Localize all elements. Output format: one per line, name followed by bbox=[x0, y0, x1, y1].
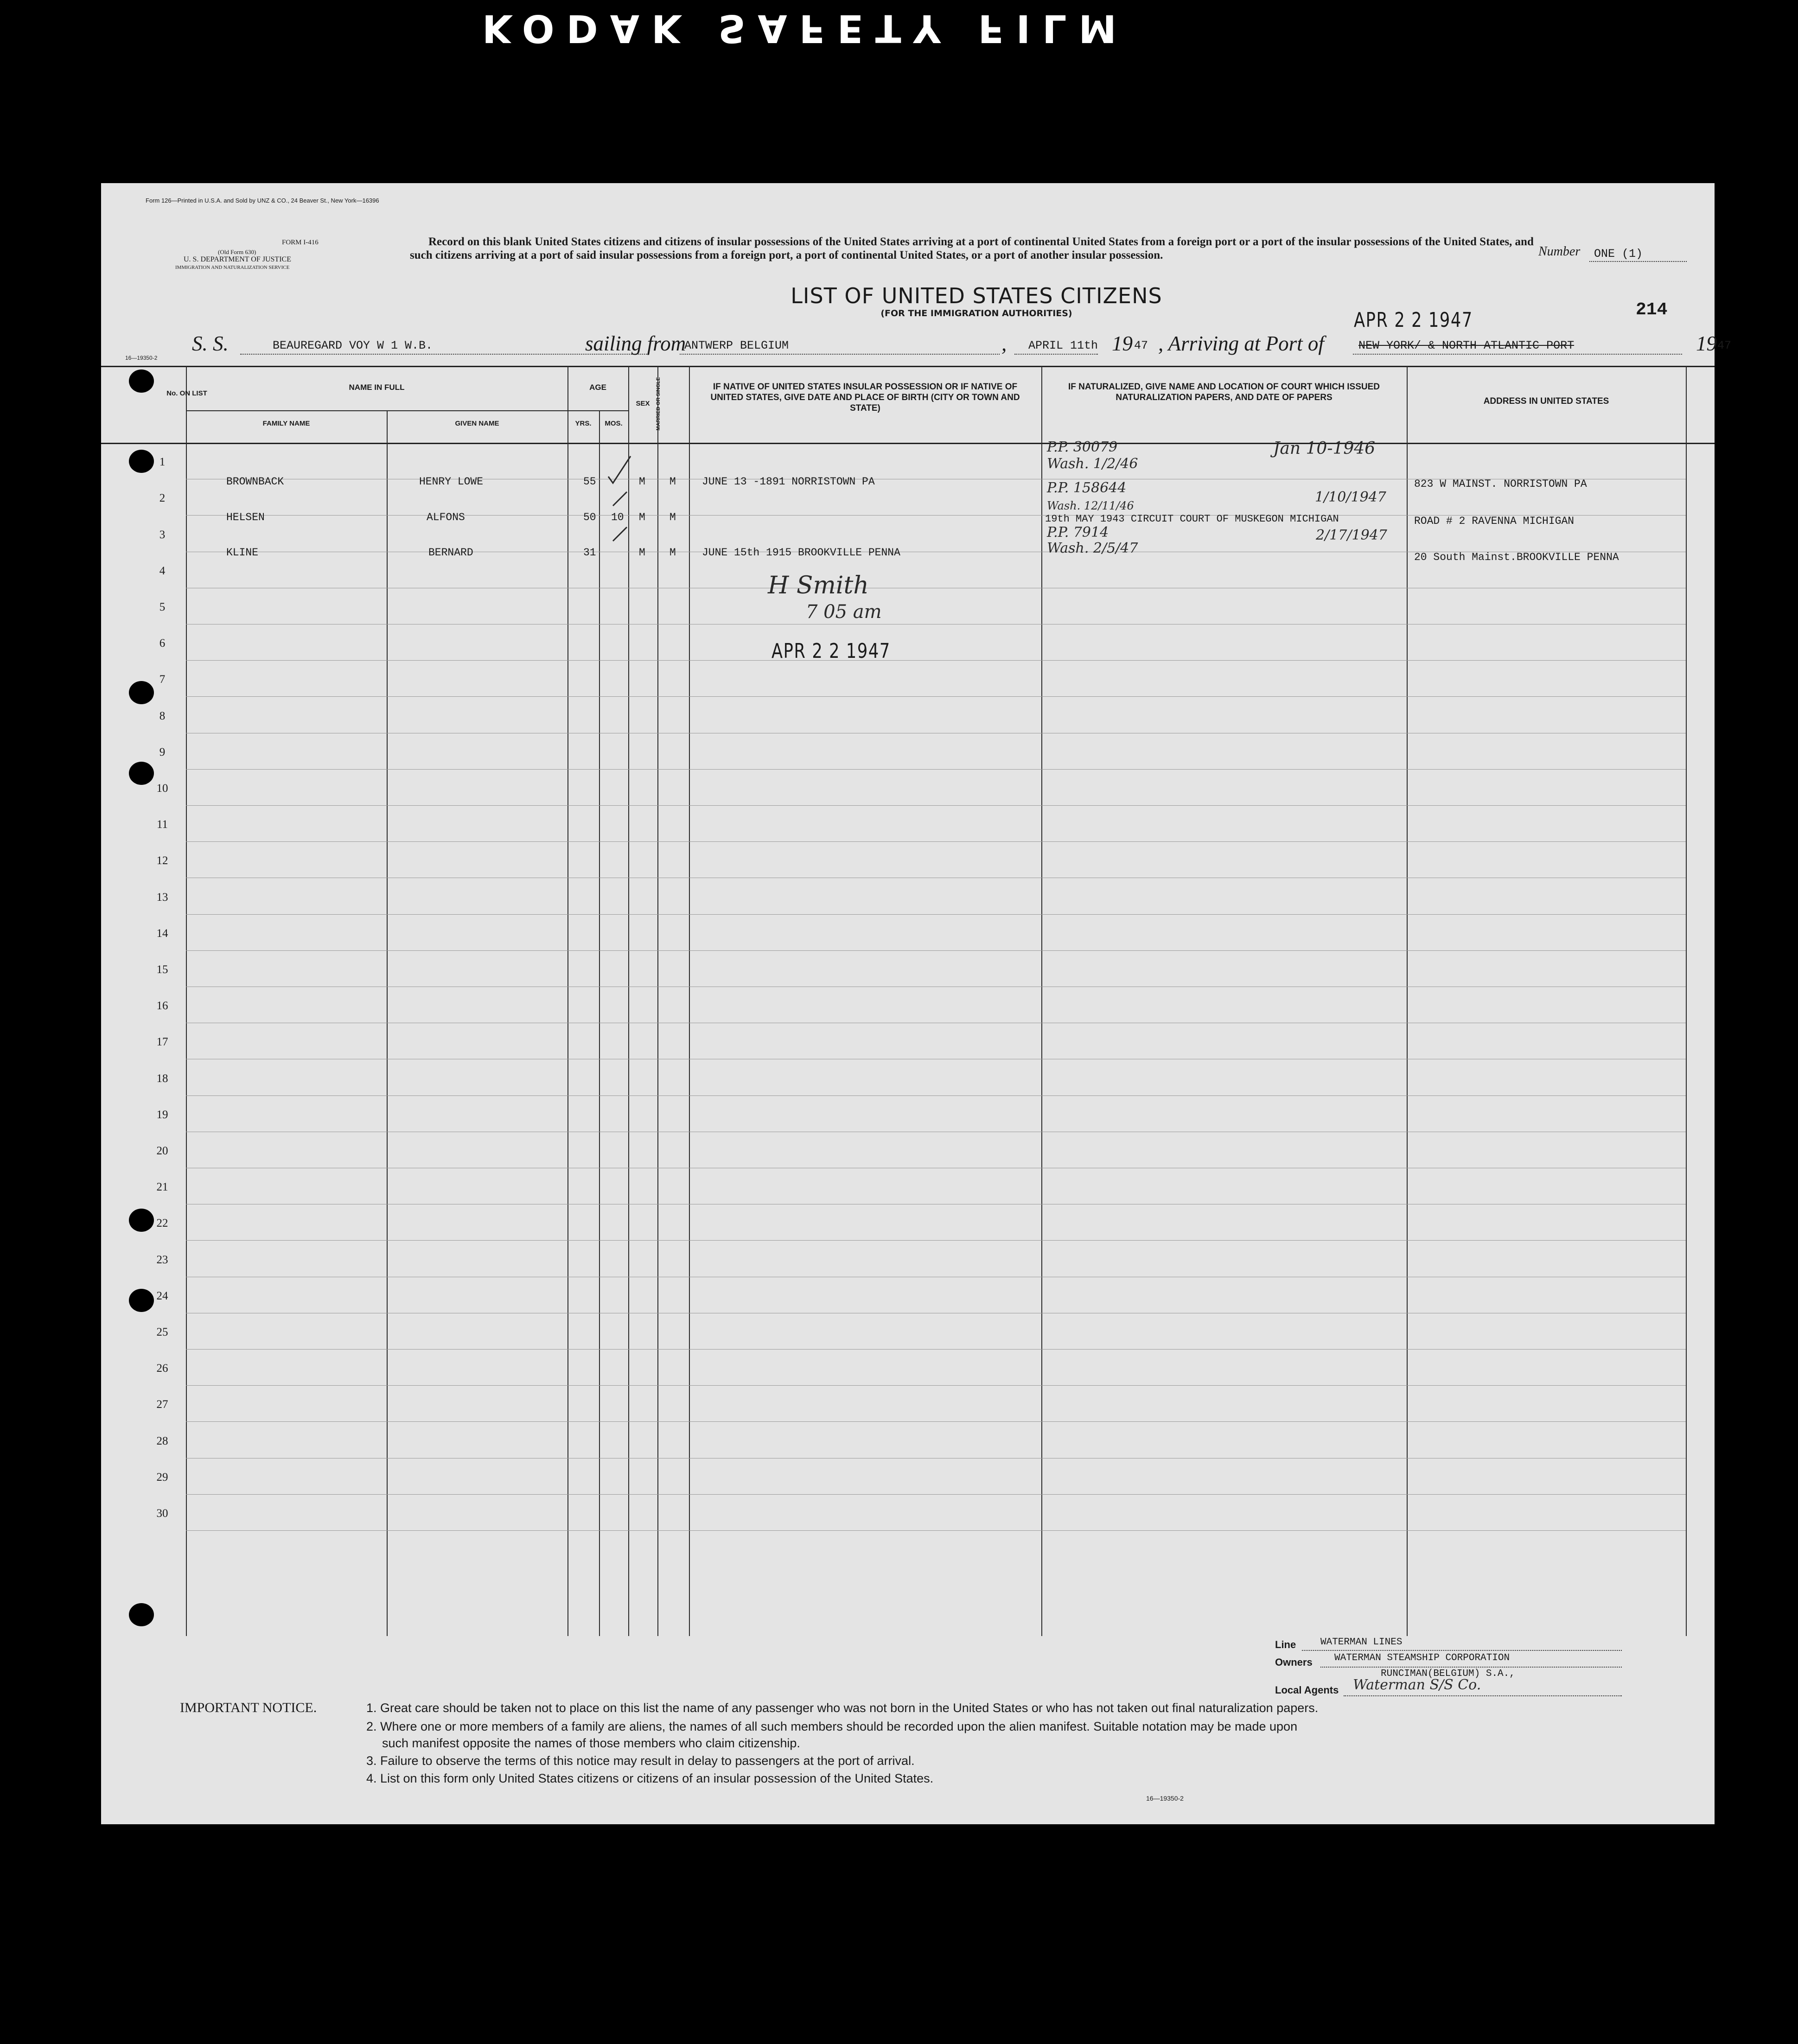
row-rule bbox=[186, 950, 1686, 951]
row-number: 1 bbox=[159, 456, 166, 469]
inspection-time: 7 05 am bbox=[806, 601, 882, 623]
year2-prefix: 19 bbox=[1696, 332, 1717, 355]
col-line bbox=[657, 366, 658, 1636]
row-number: 29 bbox=[156, 1471, 168, 1484]
handwritten-pp2: P.P. 158644 bbox=[1047, 480, 1127, 496]
page-number: 214 bbox=[1636, 300, 1668, 320]
passenger-3-yrs: 31 bbox=[583, 547, 596, 559]
owners-underline bbox=[1320, 1667, 1622, 1668]
form-code-bottom: 16—19350-2 bbox=[1146, 1795, 1184, 1802]
col-line bbox=[1686, 366, 1687, 1636]
row-number: 24 bbox=[156, 1289, 168, 1302]
row-number: 28 bbox=[156, 1434, 168, 1447]
row-number: 11 bbox=[156, 818, 168, 831]
year2-suffix: 47 bbox=[1717, 339, 1732, 352]
handwritten-date3: 2/17/1947 bbox=[1316, 527, 1387, 543]
row-number: 17 bbox=[156, 1036, 168, 1049]
number-underline bbox=[1589, 261, 1687, 262]
page-title: LIST OF UNITED STATES CITIZENS bbox=[791, 283, 1162, 308]
local-agents-label: Local Agents bbox=[1275, 1684, 1339, 1696]
year-suffix: 47 bbox=[1134, 339, 1148, 352]
notice-item: such manifest opposite the names of those members who claim citizenship. bbox=[382, 1736, 800, 1750]
passenger-3-family: KLINE bbox=[226, 547, 259, 559]
number-value: ONE (1) bbox=[1594, 247, 1643, 261]
instructions: Record on this blank United States citizens and citizens of insular possessions of the United States arriving at a port of continental United States from a foreign port or a port of the insular possessions of the United States, and such citizens arriving at a port of said insular possessions from a foreign port, a port of continental United States, or a port of another insular possession. bbox=[410, 236, 1534, 261]
form-code-left: 16—19350-2 bbox=[125, 355, 158, 361]
row-number: 5 bbox=[159, 601, 166, 613]
row-number: 30 bbox=[156, 1507, 168, 1520]
manifest-page bbox=[101, 183, 1732, 1824]
handwritten-wash2: Wash. 12/11/46 bbox=[1047, 499, 1134, 512]
notice-title: IMPORTANT NOTICE. bbox=[180, 1700, 317, 1715]
row-number: 9 bbox=[159, 745, 166, 758]
passenger-1-given: HENRY LOWE bbox=[419, 476, 484, 488]
departure-underline bbox=[680, 354, 1000, 355]
arrival-port: NEW YORK/ & NORTH ATLANTIC PORT bbox=[1358, 339, 1575, 352]
sailing-date: APRIL 11th bbox=[1028, 339, 1098, 352]
row-rule bbox=[186, 914, 1686, 915]
row-rule bbox=[186, 1095, 1686, 1096]
line-label: Line bbox=[1275, 1639, 1296, 1650]
year-prefix: 19 bbox=[1112, 332, 1133, 355]
passenger-1-married: M bbox=[669, 476, 676, 488]
line-underline bbox=[1302, 1650, 1622, 1651]
row-number: 22 bbox=[156, 1217, 168, 1230]
row-number: 16 bbox=[156, 1000, 168, 1012]
passenger-2-address: ROAD # 2 RAVENNA MICHIGAN bbox=[1414, 515, 1575, 527]
row-number: 23 bbox=[156, 1253, 168, 1266]
check-mark-icon bbox=[611, 490, 630, 509]
local-agents-value: Waterman S/S Co. bbox=[1353, 1677, 1481, 1693]
owners-value: WATERMAN STEAMSHIP CORPORATION bbox=[1334, 1653, 1510, 1663]
passenger-2-given: ALFONS bbox=[427, 511, 465, 523]
table-top-rule bbox=[101, 366, 1715, 367]
passenger-3-address: 20 South Mainst.BROOKVILLE PENNA bbox=[1414, 551, 1619, 563]
col-header-address: ADDRESS IN UNITED STATES bbox=[1483, 396, 1609, 406]
notice-item: 3. Failure to observe the terms of this notice may result in delay to passengers at the port of arrival. bbox=[366, 1754, 915, 1768]
row-number: 2 bbox=[159, 492, 166, 505]
line-value: WATERMAN LINES bbox=[1320, 1637, 1403, 1648]
punch-hole bbox=[129, 1603, 154, 1626]
passenger-2-sex: M bbox=[639, 511, 645, 523]
inspector-signature: H Smith bbox=[768, 572, 869, 599]
form-number: FORM I-416 bbox=[282, 239, 319, 246]
row-rule bbox=[186, 841, 1686, 842]
local-agents-underline bbox=[1344, 1695, 1622, 1696]
col-header-sex: SEX bbox=[636, 400, 650, 408]
col-header-age: AGE bbox=[589, 383, 606, 392]
check-mark-icon bbox=[611, 525, 630, 544]
owners-label: Owners bbox=[1275, 1656, 1313, 1668]
col-header-naturalized: IF NATURALIZED, GIVE NAME AND LOCATION OF COURT WHICH ISSUED NATURALIZATION PAPERS, AND DATE OF PAPERS bbox=[1068, 382, 1380, 402]
col-line bbox=[1407, 366, 1408, 1636]
col-line bbox=[1041, 366, 1042, 1636]
row-number: 10 bbox=[156, 782, 168, 795]
row-number: 19 bbox=[156, 1108, 168, 1121]
row-number: 27 bbox=[156, 1398, 168, 1411]
check-mark-icon bbox=[606, 454, 634, 487]
col-line bbox=[689, 366, 690, 1636]
row-number: 4 bbox=[159, 564, 166, 577]
row-rule bbox=[186, 1349, 1686, 1350]
col-line bbox=[567, 366, 568, 1636]
row-number: 7 bbox=[159, 673, 166, 686]
col-header-married: MARRIED OR SINGLE bbox=[656, 377, 661, 431]
departure-port: ANTWERP BELGIUM bbox=[684, 339, 789, 352]
passenger-1-family: BROWNBACK bbox=[226, 476, 284, 488]
passenger-2-mos: 10 bbox=[611, 511, 624, 523]
col-line bbox=[186, 366, 187, 1636]
col-line bbox=[628, 366, 629, 1636]
passenger-3-married: M bbox=[669, 547, 676, 559]
comma: , bbox=[1001, 332, 1007, 355]
punch-hole bbox=[129, 762, 154, 785]
col-header-no: No. ON LIST bbox=[166, 389, 207, 397]
row-number: 14 bbox=[156, 927, 168, 940]
service: IMMIGRATION AND NATURALIZATION SERVICE bbox=[175, 265, 290, 270]
passenger-3-given: BERNARD bbox=[428, 547, 473, 559]
printer-line: Form 126—Printed in U.S.A. and Sold by UNZ & CO., 24 Beaver St., New York—16396 bbox=[146, 197, 379, 204]
row-number: 12 bbox=[156, 854, 168, 867]
passenger-3-birth: JUNE 15th 1915 BROOKVILLE PENNA bbox=[702, 547, 900, 559]
row-number: 26 bbox=[156, 1362, 168, 1375]
arriving-label: , Arriving at Port of bbox=[1158, 332, 1324, 355]
passenger-1-sex: M bbox=[639, 476, 645, 488]
row-number: 8 bbox=[159, 709, 166, 722]
department: U. S. DEPARTMENT OF JUSTICE bbox=[184, 255, 291, 263]
handwritten-wash3: Wash. 2/5/47 bbox=[1047, 540, 1138, 556]
row-rule bbox=[186, 1421, 1686, 1422]
row-rule bbox=[186, 1240, 1686, 1241]
row-number: 3 bbox=[159, 528, 166, 541]
row-rule bbox=[186, 805, 1686, 806]
passenger-1-birth: JUNE 13 -1891 NORRISTOWN PA bbox=[702, 476, 875, 488]
passenger-2-married: M bbox=[669, 511, 676, 523]
passenger-1-address: 823 W MAINST. NORRISTOWN PA bbox=[1414, 478, 1587, 490]
ss-label: S. S. bbox=[192, 332, 229, 355]
col-header-yrs: YRS. bbox=[575, 420, 592, 427]
row-number: 15 bbox=[156, 963, 168, 976]
col-header-given: GIVEN NAME bbox=[455, 420, 499, 427]
old-form: (Old Form 630) bbox=[218, 248, 256, 255]
handwritten-pp1: P.P. 30079 bbox=[1047, 439, 1118, 455]
header-subrule bbox=[186, 410, 628, 411]
row-number: 18 bbox=[156, 1072, 168, 1085]
header-bottom-rule bbox=[101, 443, 1715, 444]
notice-item: 4. List on this form only United States citizens or citizens of an insular possession of the United States. bbox=[366, 1771, 934, 1785]
number-label: Number bbox=[1538, 244, 1581, 259]
handwritten-date2: 1/10/1947 bbox=[1315, 489, 1386, 505]
sailing-label: sailing from bbox=[585, 332, 686, 355]
row-number: 20 bbox=[156, 1145, 168, 1157]
handwritten-pp3: P.P. 7914 bbox=[1047, 524, 1109, 541]
row-rule bbox=[186, 1530, 1686, 1531]
passenger-2-family: HELSEN bbox=[226, 511, 265, 523]
row-rule bbox=[186, 660, 1686, 661]
col-header-family: FAMILY NAME bbox=[262, 420, 310, 427]
handwritten-wash1: Wash. 1/2/46 bbox=[1047, 456, 1138, 472]
row-number: 25 bbox=[156, 1326, 168, 1338]
row-rule bbox=[186, 1494, 1686, 1495]
agent-value: RUNCIMAN(BELGIUM) S.A., bbox=[1381, 1668, 1515, 1679]
row-number: 6 bbox=[159, 637, 166, 650]
date-underline bbox=[1014, 354, 1098, 355]
passenger-2-yrs: 50 bbox=[583, 511, 596, 523]
col-header-native: IF NATIVE OF UNITED STATES INSULAR POSSESSION OR IF NATIVE OF UNITED STATES, GIVE DATE AND PLACE OF BIRTH (CITY OR TOWN AND STATE) bbox=[710, 382, 1020, 413]
col-header-name: NAME IN FULL bbox=[349, 383, 405, 392]
ship-name: BEAUREGARD VOY W 1 W.B. bbox=[273, 339, 433, 352]
col-header-mos: MOS. bbox=[605, 420, 623, 427]
date-stamp: APR 2 2 1947 bbox=[1354, 308, 1473, 332]
handwritten-date1: Jan 10-1946 bbox=[1273, 439, 1376, 458]
page-subtitle: (FOR THE IMMIGRATION AUTHORITIES) bbox=[880, 308, 1072, 318]
notice-item: 2. Where one or more members of a family are aliens, the names of all such members should be recorded upon the alien manifest. Suitable notation may be made upon bbox=[366, 1719, 1298, 1733]
passenger-1-yrs: 55 bbox=[583, 476, 596, 488]
passenger-2-naturalization: 19th MAY 1943 CIRCUIT COURT OF MUSKEGON MICHIGAN bbox=[1045, 513, 1339, 525]
date-stamp-2: APR 2 2 1947 bbox=[771, 639, 891, 663]
row-rule bbox=[186, 1385, 1686, 1386]
film-edge-print: KODAK SAFETY FILM bbox=[482, 6, 1129, 50]
row-rule bbox=[186, 696, 1686, 697]
notice-item: 1. Great care should be taken not to place on this list the name of any passenger who was not born in the United States or who has not taken out final naturalization papers. bbox=[366, 1701, 1319, 1715]
passenger-3-sex: M bbox=[639, 547, 645, 559]
row-number: 13 bbox=[156, 891, 168, 904]
row-rule bbox=[186, 769, 1686, 770]
row-number: 21 bbox=[156, 1181, 168, 1194]
punch-hole bbox=[129, 369, 154, 393]
port-underline bbox=[1353, 354, 1682, 355]
